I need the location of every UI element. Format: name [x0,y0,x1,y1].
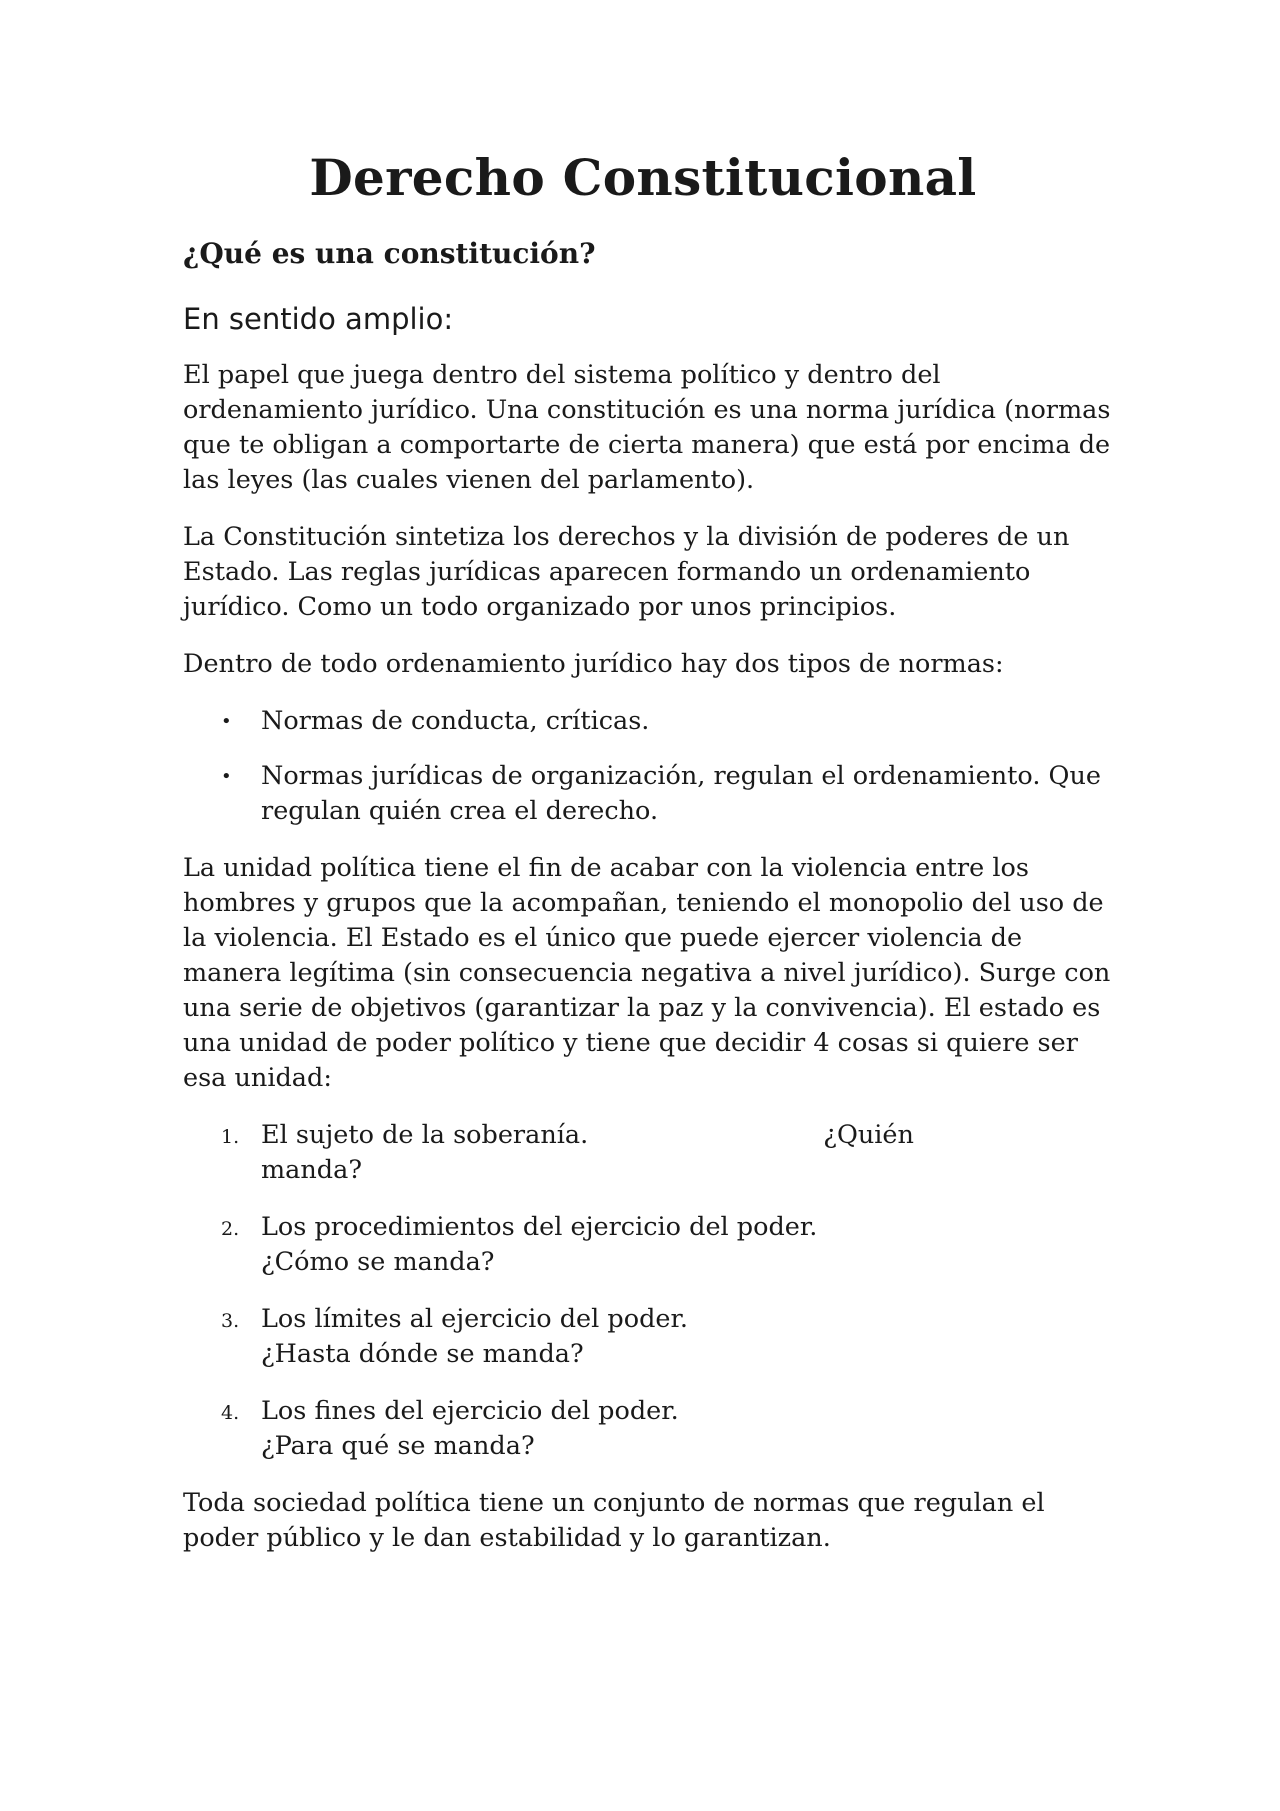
document-body [183,358,1118,1578]
list-item [183,704,1118,739]
list-item [183,1394,1118,1464]
list-item-text: Los procedimientos del ejercicio del poder. ¿Cómo se manda? [261,1212,899,1277]
bullet-icon: • [221,766,232,787]
bullet-list [183,704,1118,829]
paragraph-3: Dentro de todo ordenamiento jurídico hay dos tipos de normas: [183,649,1004,679]
section-subheading: En sentido amplio: [183,302,454,336]
paragraph-4: La unidad política tiene el fin de acabar con la violencia entre los hombres y grupos que la acompañan, teniendo el monopolio del uso de la violencia. El Estado es el único que puede ejercer violencia de manera legítima (sin consecuencia negativa a nivel jurídico). Surge con una serie de objetivos (garantizar la paz y la convivencia). El estado es una unidad de poder político y tiene que decidir 4 cosas si quiere ser esa unidad: [183,853,1111,1093]
list-number: 3. [221,1310,240,1332]
list-item [183,1118,1118,1188]
numbered-list [183,1118,1118,1464]
list-number: 2. [221,1218,240,1240]
document-title: Derecho Constitucional [309,148,977,207]
paragraph-2: La Constitución sintetiza los derechos y la división de poderes de un Estado. Las reglas jurídicas aparecen formando un ordenamiento jurídico. Como un todo organizado por unos principios. [183,522,1070,622]
section-question-heading: ¿Qué es una constitución? [183,237,596,270]
list-item-text: Normas de conducta, críticas. [261,706,650,736]
list-item-text: Los fines del ejercicio del poder. ¿Para qué se manda? [261,1396,890,1461]
bullet-icon: • [221,711,232,732]
list-item-text: Los límites al ejercicio del poder. ¿Hasta dónde se manda? [261,1304,875,1369]
paragraph-1: El papel que juega dentro del sistema político y dentro del ordenamiento jurídico. Una constitución es una norma jurídica (normas que te obligan a comportarte de cierta manera) que está por encima de las leyes (las cuales vienen del parlamento). [183,360,1111,495]
list-item [183,1210,1118,1280]
paragraph-5: Toda sociedad política tiene un conjunto de normas que regulan el poder público y le dan estabilidad y lo garantizan. [183,1488,1045,1553]
list-number: 4. [221,1402,240,1424]
list-item-text: El sujeto de la soberanía. ¿Quién manda? [261,1120,923,1185]
list-item [183,759,1118,829]
list-number: 1. [221,1126,240,1148]
list-item-text: Normas jurídicas de organización, regulan el ordenamiento. Que regulan quién crea el derecho. [261,761,1101,826]
list-item [183,1302,1118,1372]
